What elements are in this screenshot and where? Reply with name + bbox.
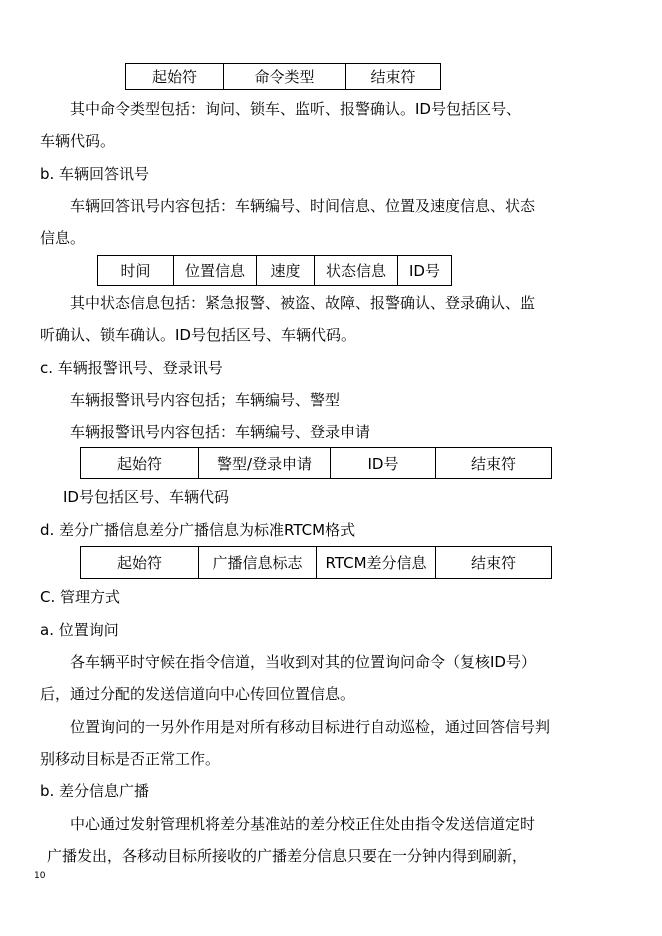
paragraph-differential: 中心通过发射管理机将差分基准站的差分校正住处由指令发送信道定时	[70, 815, 536, 833]
paragraph-login: 车辆报警讯号内容包括：车辆编号、登录申请	[70, 423, 371, 441]
command-frame-table	[125, 63, 441, 90]
section-heading-d: d. 差分广播信息差分广播信息为标准RTCM格式	[40, 521, 356, 539]
cell-command-type: 命令类型	[224, 64, 346, 90]
paragraph-command-type-cont: 车辆代码。	[40, 132, 116, 150]
cell-broadcast-flag: 广播信息标志	[199, 547, 317, 579]
cell-time: 时间	[98, 256, 174, 286]
paragraph-position-query: 各车辆平时守候在指令信道，当收到对其的位置询问命令（复核ID号）	[70, 653, 536, 671]
page-number: 10	[34, 871, 46, 881]
section-heading-management: C. 管理方式	[40, 588, 121, 606]
paragraph-response: 车辆回答讯号内容包括：车辆编号、时间信息、位置及速度信息、状态	[70, 197, 536, 215]
section-heading-b: b. 车辆回答讯号	[40, 165, 150, 183]
paragraph-command-type: 其中命令类型包括：询问、锁车、监听、报警确认。ID号包括区号、	[70, 100, 521, 118]
paragraph-id-note: ID号包括区号、车辆代码	[63, 488, 229, 506]
cell-alarm-login: 警型/登录申请	[199, 448, 331, 479]
paragraph-status-info: 其中状态信息包括：紧急报警、被盗、故障、报警确认、登录确认、监	[70, 294, 536, 312]
cell-end-symbol: 结束符	[436, 448, 552, 479]
paragraph-status-info-cont: 听确认、锁车确认。ID号包括区号、车辆代码。	[40, 326, 356, 344]
cell-id-number: ID号	[331, 448, 436, 479]
paragraph-alarm: 车辆报警讯号内容包括；车辆编号、警型	[70, 391, 341, 409]
paragraph-differential-cont: 广播发出，各移动目标所接收的广播差分信息只要在一分钟内得到刷新，	[47, 847, 528, 865]
cell-end-symbol: 结束符	[346, 64, 441, 90]
cell-id-number: ID号	[398, 256, 452, 286]
cell-speed: 速度	[257, 256, 315, 286]
cell-rtcm-info: RTCM差分信息	[317, 547, 436, 579]
cell-position-info: 位置信息	[174, 256, 257, 286]
cell-status-info: 状态信息	[315, 256, 398, 286]
broadcast-frame-table	[80, 546, 552, 579]
alarm-frame-table	[80, 447, 552, 479]
cell-start-symbol: 起始符	[126, 64, 224, 90]
response-frame-table	[97, 255, 452, 286]
section-heading-position-query: a. 位置询问	[40, 621, 119, 639]
paragraph-position-query-cont: 后，通过分配的发送信道向中心传回位置信息。	[40, 685, 356, 703]
cell-start-symbol: 起始符	[81, 547, 199, 579]
cell-start-symbol: 起始符	[81, 448, 199, 479]
section-heading-differential: b. 差分信息广播	[40, 782, 150, 800]
cell-end-symbol: 结束符	[436, 547, 552, 579]
section-heading-c: c. 车辆报警讯号、登录讯号	[40, 359, 223, 377]
paragraph-inspection-cont: 别移动目标是否正常工作。	[40, 750, 221, 768]
paragraph-inspection: 位置询问的一另外作用是对所有移动目标进行自动巡检，通过回答信号判	[70, 718, 551, 736]
paragraph-response-cont: 信息。	[40, 229, 86, 247]
